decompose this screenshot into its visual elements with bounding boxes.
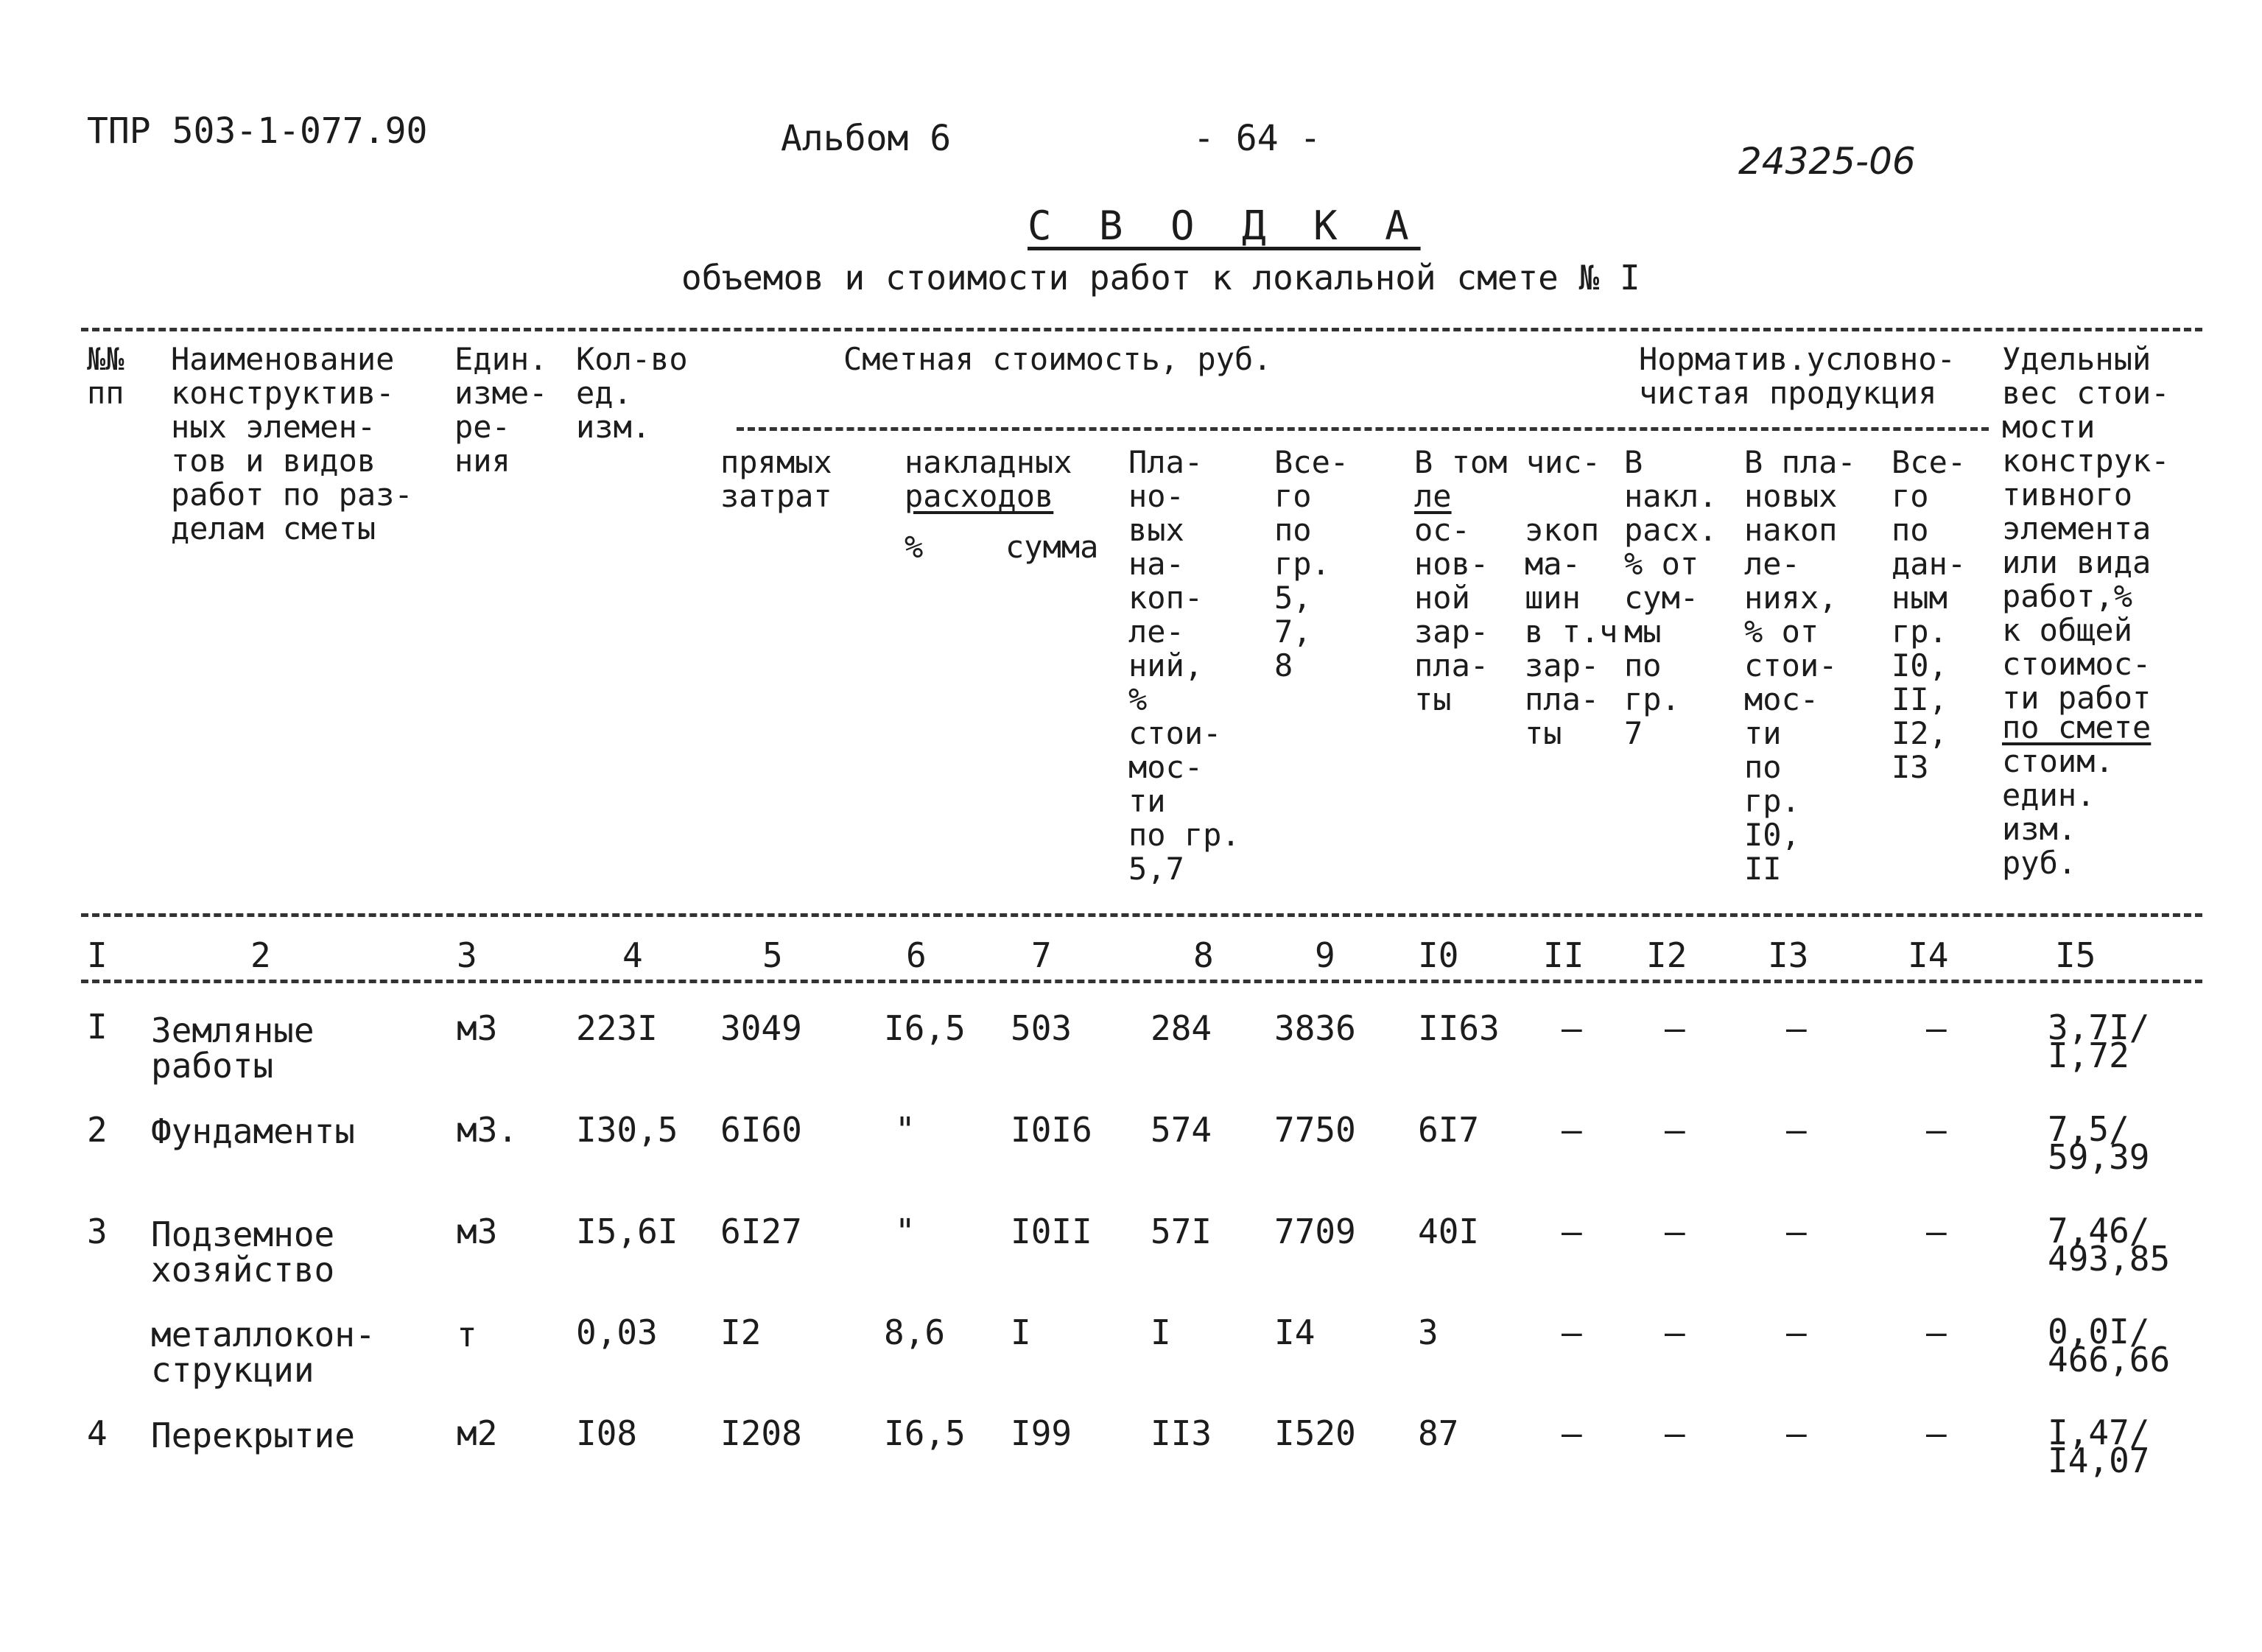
row-direct: I208: [720, 1413, 802, 1453]
col-header-weight: Удельный вес стои- мости конструк- тивного элемента или вида работ,% к общей стоимос- ти работ: [2002, 341, 2170, 716]
col-header-name: Наименование конструктив- ных элемен- тов и видов работ по раз- делам сметы: [171, 341, 413, 546]
col-header-incl-2: ле: [1414, 478, 1452, 514]
row-col-11: –: [1562, 1110, 1582, 1150]
column-number: I2: [1646, 935, 1687, 975]
row-number: 3: [87, 1212, 108, 1251]
row-weight-top: 7,46/: [2048, 1211, 2150, 1251]
col-header-planned: Пла- но- вых на- коп- ле- ний, % стои- мос- ти по гр. 5,7: [1128, 444, 1240, 887]
row-col-13: –: [1786, 1312, 1807, 1352]
header-bottom-rule: [81, 913, 2202, 917]
album-label: Альбом 6: [781, 118, 952, 159]
row-weight-top: 3,7I/: [2048, 1008, 2150, 1047]
row-col-12: –: [1665, 1312, 1685, 1352]
row-col-13: –: [1786, 1110, 1807, 1150]
row-overhead-sum: I99: [1011, 1413, 1072, 1453]
column-number: 4: [622, 935, 643, 975]
col-header-overhead-sum: сумма: [1005, 529, 1099, 565]
row-weight-bottom: I,72: [2048, 1036, 2129, 1075]
row-total: I520: [1274, 1413, 1356, 1453]
row-weight-top: 0,0I/: [2048, 1312, 2150, 1352]
row-weight-top: 7,5/: [2048, 1109, 2129, 1149]
row-weight-top: I,47/: [2048, 1413, 2150, 1452]
col-header-cost-group: Сметная стоимость, руб.: [843, 341, 1272, 377]
row-col-12: –: [1665, 1110, 1685, 1150]
row-unit: м3.: [457, 1110, 519, 1150]
column-number: I5: [2055, 935, 2096, 975]
row-weight-bottom: 466,66: [2048, 1340, 2171, 1379]
row-unit: т: [457, 1315, 477, 1354]
col-header-norm-planned: В пла- новых накоп ле- ниях, % от стои- мос- ти по гр. I0, II: [1744, 444, 1856, 887]
row-overhead-sum: I0II: [1011, 1212, 1092, 1251]
row-direct: I2: [720, 1312, 762, 1352]
column-number: I3: [1768, 935, 1809, 975]
row-number: 4: [87, 1413, 108, 1453]
row-col-14: –: [1926, 1212, 1947, 1251]
col-header-no: №№ пп: [87, 341, 124, 411]
page-number: - 64 -: [1193, 118, 1321, 159]
row-overhead-sum: I: [1011, 1312, 1031, 1352]
column-number: 2: [250, 935, 271, 975]
col-header-base-salary: ос- нов- ной зар- пла- ты: [1414, 512, 1489, 717]
row-planned: 284: [1151, 1008, 1212, 1048]
row-col-12: –: [1665, 1413, 1685, 1453]
row-weight-bottom: I4,07: [2048, 1441, 2150, 1480]
col-header-incl: В том чис-: [1414, 444, 1601, 480]
row-unit: м3: [457, 1212, 498, 1251]
row-col-12: –: [1665, 1008, 1685, 1048]
row-col-14: –: [1926, 1413, 1947, 1453]
column-number: I: [87, 935, 108, 975]
column-number-rule: [81, 980, 2202, 983]
col-header-norm-total: Все- го по дан- ным гр. I0, II, I2, I3: [1892, 444, 1967, 785]
row-total: I4: [1274, 1312, 1316, 1352]
row-weight-bottom: 493,85: [2048, 1239, 2171, 1279]
column-number: 6: [906, 935, 927, 975]
row-unit: м2: [457, 1413, 498, 1453]
row-qty: 223I: [576, 1008, 658, 1048]
column-number: 5: [762, 935, 783, 975]
row-direct: 3049: [720, 1008, 802, 1048]
col-header-total: Все- го по гр. 5, 7, 8: [1274, 444, 1349, 683]
row-name: металлокон- струкции: [151, 1315, 376, 1390]
col-header-weight-unit: стоим. един. изм. руб.: [2002, 743, 2114, 881]
row-planned: 574: [1151, 1110, 1212, 1150]
row-unit: м3: [457, 1008, 498, 1048]
row-col-13: –: [1786, 1212, 1807, 1251]
row-overhead-pct: ": [895, 1212, 916, 1251]
row-overhead-pct: 8,6: [884, 1312, 946, 1352]
row-overhead-pct: ": [895, 1110, 916, 1150]
row-col-11: –: [1562, 1312, 1582, 1352]
col-header-qty: Кол-во ед. изм.: [576, 341, 688, 445]
row-qty: I08: [576, 1413, 638, 1453]
cost-group-rule: [737, 427, 1989, 431]
row-name: Перекрытие: [151, 1416, 355, 1455]
col-header-unit: Един. изме- ре- ния: [454, 341, 548, 479]
column-number: 9: [1315, 935, 1335, 975]
row-planned: 57I: [1151, 1212, 1212, 1251]
row-name: Фундаменты: [151, 1111, 355, 1151]
row-base-salary: 87: [1418, 1413, 1459, 1453]
row-col-11: –: [1562, 1008, 1582, 1048]
col-header-overhead-pct: %: [905, 529, 924, 565]
column-number: 8: [1193, 935, 1214, 975]
row-direct: 6I60: [720, 1110, 802, 1150]
row-name: Земляные работы: [151, 1010, 315, 1086]
header-top-rule: [81, 328, 2202, 331]
row-planned: II3: [1151, 1413, 1212, 1453]
col-header-norm-overhead: В накл. расх. % от сум- мы по гр. 7: [1624, 444, 1718, 751]
column-number: I0: [1418, 935, 1459, 975]
row-number: 2: [87, 1110, 108, 1150]
row-name: Подземное хозяйство: [151, 1215, 335, 1290]
row-overhead-sum: 503: [1011, 1008, 1072, 1048]
row-qty: I30,5: [576, 1110, 678, 1150]
document-code: ТПР 503-1-077.90: [87, 110, 428, 152]
col-header-overhead: накладных: [905, 444, 1072, 480]
col-header-overhead-2: расходов: [905, 478, 1054, 514]
col-header-weight-underlined: по смете: [2002, 709, 2152, 745]
row-base-salary: 6I7: [1418, 1110, 1480, 1150]
row-weight-bottom: 59,39: [2048, 1137, 2150, 1177]
row-base-salary: II63: [1418, 1008, 1500, 1048]
row-direct: 6I27: [720, 1212, 802, 1251]
row-col-13: –: [1786, 1008, 1807, 1048]
col-header-norm-group: Норматив.условно- чистая продукция: [1639, 341, 1956, 411]
column-number: 7: [1031, 935, 1052, 975]
row-overhead-sum: I0I6: [1011, 1110, 1092, 1150]
document-subtitle: объемов и стоимости работ к локальной смете № I: [681, 258, 1640, 298]
column-number: 3: [457, 935, 477, 975]
row-total: 7709: [1274, 1212, 1356, 1251]
row-col-13: –: [1786, 1413, 1807, 1453]
row-total: 3836: [1274, 1008, 1356, 1048]
row-base-salary: 40I: [1418, 1212, 1480, 1251]
row-qty: I5,6I: [576, 1212, 678, 1251]
row-base-salary: 3: [1418, 1312, 1439, 1352]
document-title: С В О Д К А: [1028, 203, 1421, 249]
column-number: II: [1543, 935, 1584, 975]
row-qty: 0,03: [576, 1312, 658, 1352]
column-number: I4: [1908, 935, 1949, 975]
row-planned: I: [1151, 1312, 1171, 1352]
row-col-14: –: [1926, 1008, 1947, 1048]
row-col-11: –: [1562, 1413, 1582, 1453]
row-overhead-pct: I6,5: [884, 1008, 966, 1048]
row-col-11: –: [1562, 1212, 1582, 1251]
row-col-12: –: [1665, 1212, 1685, 1251]
row-number: I: [87, 1007, 108, 1047]
registration-stamp: 24325-06: [1738, 140, 1916, 183]
col-header-direct: прямых затрат: [720, 444, 832, 514]
row-total: 7750: [1274, 1110, 1356, 1150]
col-header-machines: экоп ма- шин в т.ч зар- пла- ты: [1525, 512, 1618, 751]
row-overhead-pct: I6,5: [884, 1413, 966, 1453]
row-col-14: –: [1926, 1110, 1947, 1150]
row-col-14: –: [1926, 1312, 1947, 1352]
